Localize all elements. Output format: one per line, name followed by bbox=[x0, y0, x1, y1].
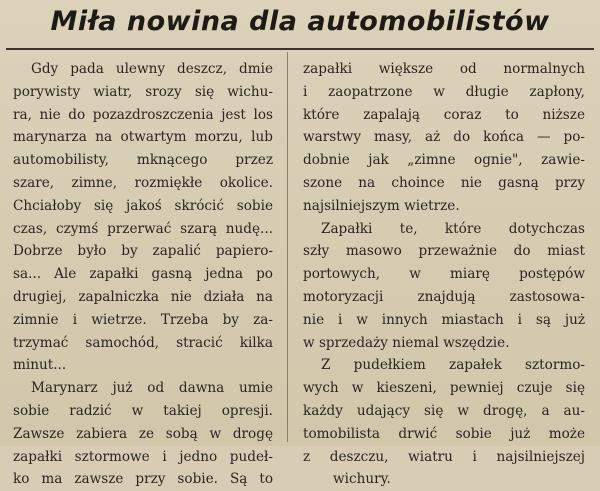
text-line: automobilisty, mknącego przez bbox=[13, 152, 273, 169]
text-line: Marynarz już od dawna umie bbox=[31, 380, 273, 397]
text-line: motoryzacji znajdują zastosowa- bbox=[303, 288, 585, 305]
text-line: ko ma zawsze przy sobie. Są to bbox=[13, 471, 273, 488]
text-line: zimnie i wietrze. Trzeba by za- bbox=[13, 311, 273, 328]
text-line: nie i w innych miastach i są już bbox=[303, 311, 585, 328]
text-line: zapałki większe od normalnych bbox=[303, 61, 585, 77]
text-line: tomobilista drwić sobie już może bbox=[303, 425, 585, 442]
text-line: dobnie jak „zimne ognie", zawie- bbox=[303, 152, 585, 169]
text-line: portowych, w miarę postępów bbox=[303, 266, 585, 283]
text-line: sobie radzić w takiej opresji. bbox=[13, 402, 273, 419]
text-line: Chciałoby się jakoś skrócić sobie bbox=[13, 197, 273, 214]
text-line: porywisty wiatr, srozy się wichu- bbox=[13, 83, 273, 100]
column-divider bbox=[287, 52, 288, 442]
text-line: w sprzedaży niemal wszędzie. bbox=[303, 334, 510, 351]
text-line: warstwy masy, aż do końca — po- bbox=[303, 129, 585, 146]
text-line: z deszczu, wiatru i najsilniejszej bbox=[303, 448, 585, 465]
text-line: wichury. bbox=[333, 471, 391, 488]
text-line: drugiej, zapalniczka nie działa na bbox=[13, 288, 273, 305]
text-line: Z pudełkiem zapałek sztormo- bbox=[321, 357, 585, 374]
text-line: marynarza na otwartym morzu, lub bbox=[13, 129, 273, 146]
title-rule bbox=[6, 48, 594, 50]
right-column bbox=[303, 58, 585, 491]
text-line: najsilniejszym wietrze. bbox=[303, 197, 460, 214]
text-line: Zawsze zabiera ze sobą w drogę bbox=[13, 425, 273, 442]
text-line: trzymać samochód, stracić kilka bbox=[13, 334, 273, 351]
text-line: Dobrze było by zapalić papiero- bbox=[13, 243, 273, 260]
text-line: Zapałki te, które dotychczas bbox=[321, 220, 585, 237]
text-line: wych w kieszeni, pewniej czuje się bbox=[303, 380, 585, 397]
text-line: każdy udający się w drogę, a au- bbox=[303, 402, 585, 419]
text-line: które zapalają coraz to niższe bbox=[303, 106, 585, 123]
text-line: sa... Ale zapałki gasną jedna po bbox=[13, 266, 273, 283]
text-line: szone na choince nie gasną przy bbox=[303, 174, 585, 191]
article-title: Miła nowina dla automobilistów bbox=[50, 6, 550, 37]
text-line: ra, nie do pozazdroszczenia jest los bbox=[13, 106, 273, 123]
text-line: czas, czymś przerwać szarą nudę... bbox=[13, 220, 273, 237]
text-line: Gdy pada ulewny deszcz, dmie bbox=[31, 61, 273, 77]
text-line: szły masowo przeważnie do miast bbox=[303, 243, 585, 260]
text-line: i zaopatrzone w długie zapłony, bbox=[303, 83, 585, 100]
text-line: minut... bbox=[13, 357, 67, 374]
text-line: szare, zimne, rozmiękłe okolice. bbox=[13, 174, 273, 191]
left-column bbox=[13, 58, 273, 491]
text-line: zapałki sztormowe i jedno pudeł- bbox=[13, 448, 273, 465]
